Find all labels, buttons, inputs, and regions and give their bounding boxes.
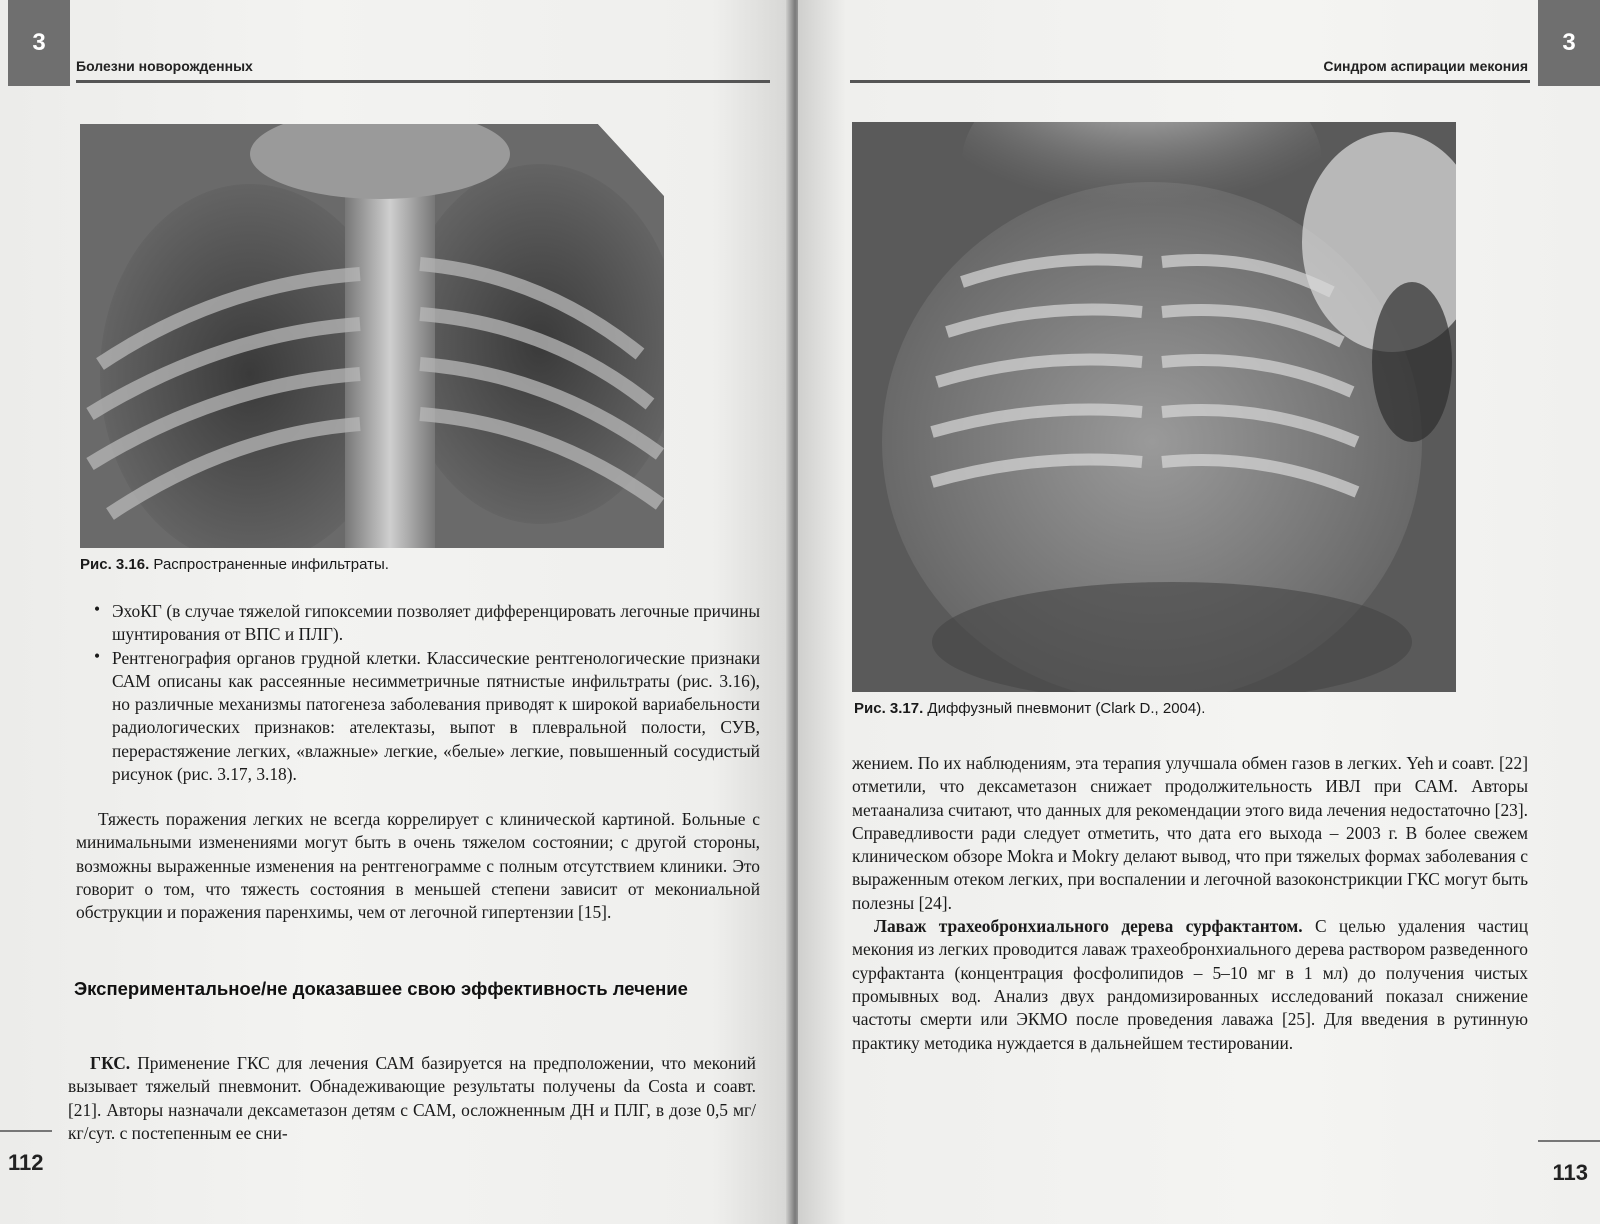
figure-text: Диффузный пневмонит (Clark D., 2004). — [923, 700, 1206, 717]
bullet-item: • ЭхоКГ (в случае тяжелой гипоксемии позволяет дифференцировать легочные причины шунтирования от ВПС и ПЛГ). — [94, 600, 760, 647]
lavage-lead: Лаваж трахеобронхиального дерева сурфактантом. — [874, 916, 1303, 937]
figure-text: Распространенные инфильтраты. — [149, 556, 389, 573]
running-head: Синдром аспирации мекония — [1323, 58, 1528, 74]
section-heading: Экспериментальное/не доказавшее свою эффективность лечение — [74, 978, 688, 999]
figure-label: Рис. 3.17. — [854, 700, 924, 717]
left-gks-paragraph — [68, 1052, 756, 1145]
page-number-rule — [1538, 1140, 1600, 1142]
bullet-list — [94, 600, 760, 786]
figure-caption-3-17 — [854, 700, 1205, 717]
right-page — [798, 0, 1600, 1224]
figure-label: Рис. 3.16. — [80, 556, 150, 573]
gks-lead: ГКС. — [90, 1053, 131, 1073]
lavage-text: С целью удаления частиц мекония из легких проводится лаваж трахеобронхиального дерева раствором разведенного сурфактанта (концентрация фосфолипидов – 5–10 мг в 1 мл) до получения чистых промывных вод. Анализ двух рандомизированных исследований показал снижение частоты смерти или ЭКМО после проведения лаважа [25]. Для введения в рутинную практику методика нуждается в дальнейшем тестировании. — [852, 916, 1528, 1053]
page-number: 112 — [8, 1150, 44, 1175]
chapter-number: 3 — [1562, 29, 1576, 56]
chapter-tab — [1538, 0, 1600, 86]
header-rule — [76, 80, 770, 83]
figure-caption-3-16 — [80, 556, 389, 573]
left-body — [94, 600, 760, 786]
paragraph: Тяжесть поражения легких не всегда коррелирует с клинической картиной. Больные с минимальными изменениями могут быть в очень тяжелом состоянии; с другой стороны, возможны выраженные изменения на рентгенограмме с полным отсутствием клиники. Это говорит о том, что тяжесть состояния в меньшей степени зависит от мекониальной обструкции и поражения паренхимы, чем от легочной гипертензии [15]. — [76, 809, 760, 923]
xray-figure-3-16 — [80, 124, 682, 548]
paragraph: жением. По их наблюдениям, эта терапия улучшала обмен газов в легких. Yeh и соавт. [22] отметили, что дексаметазон снижает продолжительность ИВЛ при САМ. Авторы метаанализа считают, что данных для рекомендации этого вида лечения недостаточно [23]. Справедливости ради следует отметить, что дата его выхода – 2003 г. В более свежем клиническом обзоре Mokra и Mokry делают вывод, что при тяжелых формах заболевания с выраженным отеком легких, при воспалении и легочной вазоконстрикции ГКС могут быть полезны [24]. — [852, 753, 1528, 913]
left-page — [0, 0, 792, 1224]
chapter-tab — [8, 0, 70, 86]
gks-text: Применение ГКС для лечения САМ базируется на предположении, что меконий вызывает тяжелый пневмонит. Обнадеживающие результаты получены da Costa и соавт. [21]. Авторы назначали дексаметазон детям с САМ, осложненным ДН и ПЛГ, в дозе 0,5 мг/кг/сут. с постепенным ее сни- — [68, 1053, 756, 1143]
xray-figure-3-17 — [852, 122, 1456, 692]
left-paragraph — [76, 808, 760, 924]
running-head: Болезни новорожденных — [76, 58, 253, 74]
page-number-rule — [0, 1130, 52, 1132]
bullet-item: • Рентгенография органов грудной клетки. Классические рентгенологические признаки САМ описаны как рассеянные несимметричные пятнистые инфильтраты (рис. 3.16), но различные механизмы патогенеза заболевания приводят к широкой вариабельности радиологических признаков: ателектазы, выпот в плевральной полости, СУВ, перерастяжение легких, «влажные» легкие, «белые» легкие, повышенный сосудистый рисунок (рис. 3.17, 3.18). — [94, 647, 760, 787]
page-number: 113 — [1552, 1160, 1588, 1185]
header-rule — [850, 80, 1530, 83]
right-paragraph — [852, 752, 1528, 1055]
chapter-number: 3 — [32, 29, 46, 56]
